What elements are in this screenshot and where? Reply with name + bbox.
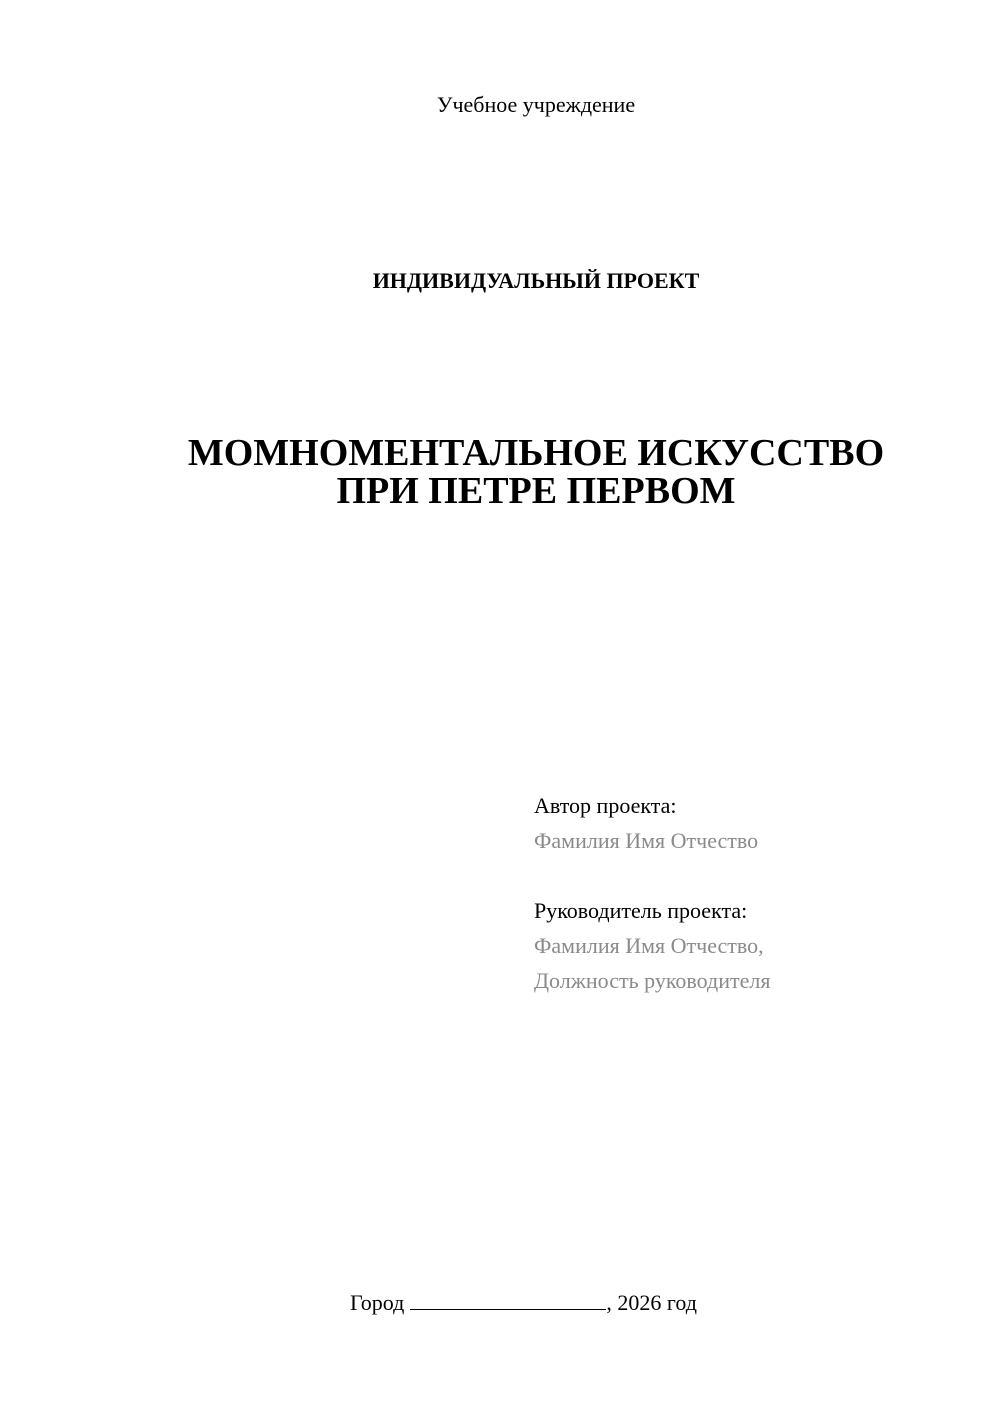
- city-year-line: [350, 1290, 697, 1316]
- institution-name: Учебное учреждение: [436, 92, 636, 117]
- author-label: Автор проекта:: [534, 793, 677, 818]
- meta-spacer: [534, 858, 770, 893]
- supervisor-position-placeholder: Должность руководителя: [534, 968, 771, 993]
- supervisor-name-placeholder: Фамилия Имя Отчество,: [534, 933, 764, 958]
- project-meta-block: [534, 788, 770, 998]
- project-title-line-2: ПРИ ПЕТРЕ ПЕРВОМ: [336, 470, 736, 512]
- document-type-heading: ИНДИВИДУАЛЬНЫЙ ПРОЕКТ: [372, 268, 700, 293]
- project-title: [0, 434, 1000, 510]
- year-text: , 2026 год: [606, 1290, 697, 1315]
- city-blank-line: [410, 1291, 606, 1310]
- city-label: Город: [350, 1290, 405, 1315]
- supervisor-label: Руководитель проекта:: [534, 898, 748, 923]
- project-title-line-1: МОМНОМЕНТАЛЬНОЕ ИСКУССТВО: [187, 432, 885, 474]
- author-name-placeholder: Фамилия Имя Отчество: [534, 828, 759, 853]
